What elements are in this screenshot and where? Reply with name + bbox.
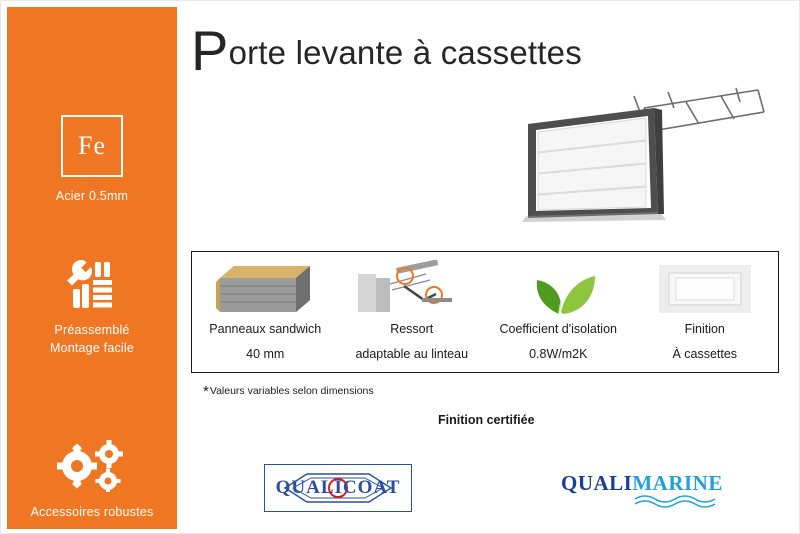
fe-symbol-icon bbox=[61, 115, 123, 177]
feature-accessories bbox=[7, 437, 177, 521]
spec-panel-value: 40 mm bbox=[246, 347, 285, 361]
spec-panel bbox=[192, 252, 339, 372]
feature-assembly bbox=[7, 255, 177, 357]
spec-finish-value: À cassettes bbox=[672, 347, 738, 361]
certified-label: Finition certifiée bbox=[438, 413, 535, 427]
left-sidebar bbox=[7, 7, 177, 529]
fe-symbol-text: Fe bbox=[78, 131, 106, 160]
spec-spring-value: adaptable au linteau bbox=[355, 347, 469, 361]
spec-panel-title: Panneaux sandwich bbox=[209, 322, 322, 336]
spec-insulation bbox=[485, 252, 632, 372]
qualimarine-text-part2: MARINE bbox=[632, 471, 723, 495]
spring-mechanism-icon bbox=[339, 258, 486, 320]
footnote-star: * bbox=[203, 383, 209, 400]
cassette-panel-icon bbox=[632, 258, 779, 320]
footnote bbox=[203, 383, 374, 400]
title-rest: orte levante à cassettes bbox=[228, 34, 582, 71]
feature-steel-label: Acier 0.5mm bbox=[55, 189, 129, 203]
title-drop-cap: P bbox=[191, 19, 229, 82]
spec-insulation-title: Coefficient d'isolation bbox=[499, 322, 617, 336]
sandwich-panel-icon bbox=[192, 258, 339, 320]
feature-assembly-label-1: Préassemblé bbox=[54, 323, 130, 337]
qualicoat-text: QUALICOAT bbox=[275, 477, 401, 498]
tools-icon bbox=[7, 255, 177, 313]
spec-spring bbox=[339, 252, 486, 372]
feature-accessories-label: Accessoires robustes bbox=[30, 505, 154, 519]
garage-door-image bbox=[506, 86, 774, 226]
page-title bbox=[191, 19, 582, 82]
footnote-text: Valeurs variables selon dimensions bbox=[209, 385, 374, 397]
gears-icon bbox=[7, 437, 177, 495]
spec-insulation-value: 0.8W/m2K bbox=[529, 347, 588, 361]
feature-assembly-label-2: Montage facile bbox=[49, 341, 135, 355]
qualimarine-logo bbox=[561, 471, 741, 511]
green-leaf-icon bbox=[485, 258, 632, 320]
specs-box bbox=[191, 251, 779, 373]
spec-finish-title: Finition bbox=[684, 322, 725, 336]
qualicoat-logo bbox=[264, 464, 412, 512]
spec-finish bbox=[632, 252, 779, 372]
feature-steel bbox=[7, 115, 177, 205]
qualimarine-text-part1: QUALI bbox=[561, 471, 633, 495]
spec-spring-title: Ressort bbox=[390, 322, 434, 336]
